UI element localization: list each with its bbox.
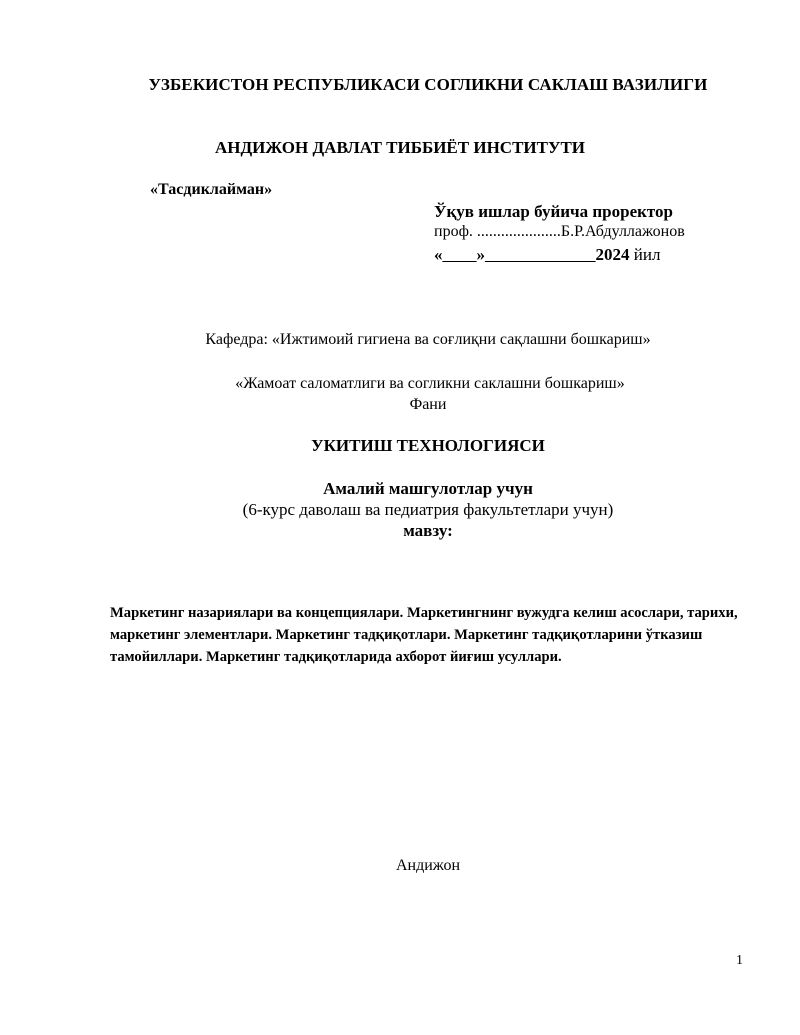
document-title: УКИТИШ ТЕХНОЛОГИЯСИ: [311, 436, 545, 455]
date-day-blank: ____: [442, 245, 477, 264]
page-number: 1: [736, 953, 743, 968]
institute-heading: АНДИЖОН ДАВЛАТ ТИББИЁТ ИНСТИТУТИ: [214, 138, 586, 157]
approval-stamp: «Тасдиклайман»: [150, 181, 273, 198]
subject-name: «Жамоат саломатлиги ва согликни саклашни бошкариш»: [235, 375, 625, 392]
prorector-title: Ўқув ишлар буйича проректор: [434, 202, 673, 221]
topic-text: Маркетинг назариялари ва концепциялари. Маркетингнинг вужудга келиш асослари, тарихи, маркетинг элементлари. Маркетинг тадқиқотлари. Маркетинг тадқиқотларини ўтказиш тамойиллари. Маркетинг тадқиқотларида ахборот йиғиш усуллари.: [110, 605, 738, 665]
course-line: (6-курс даволаш ва педиатрия факультетлари учун): [242, 500, 614, 519]
date-year: 2024: [595, 245, 630, 264]
prorector-name: проф. .....................Б.Р.Абдуллажонов: [434, 223, 685, 240]
city-name: Андижон: [395, 857, 461, 874]
date-open-quote: «: [434, 245, 443, 264]
subject-label: Фани: [409, 396, 447, 413]
ministry-heading: УЗБЕКИСТОН РЕСПУБЛИКАСИ СОГЛИКНИ САКЛАШ ВАЗИЛИГИ: [148, 75, 708, 94]
date-suffix: йил: [629, 245, 661, 264]
practice-line: Амалий машгулотлар учун: [323, 479, 533, 498]
approval-date-line: [434, 245, 660, 265]
topic-label: мавзу:: [403, 521, 453, 540]
date-close-quote: »: [476, 245, 485, 264]
date-month-blank: _____________: [485, 245, 596, 264]
department-line: Кафедра: «Ижтимоий гигиена ва соғлиқни сақлашни бошкариш»: [205, 331, 651, 348]
